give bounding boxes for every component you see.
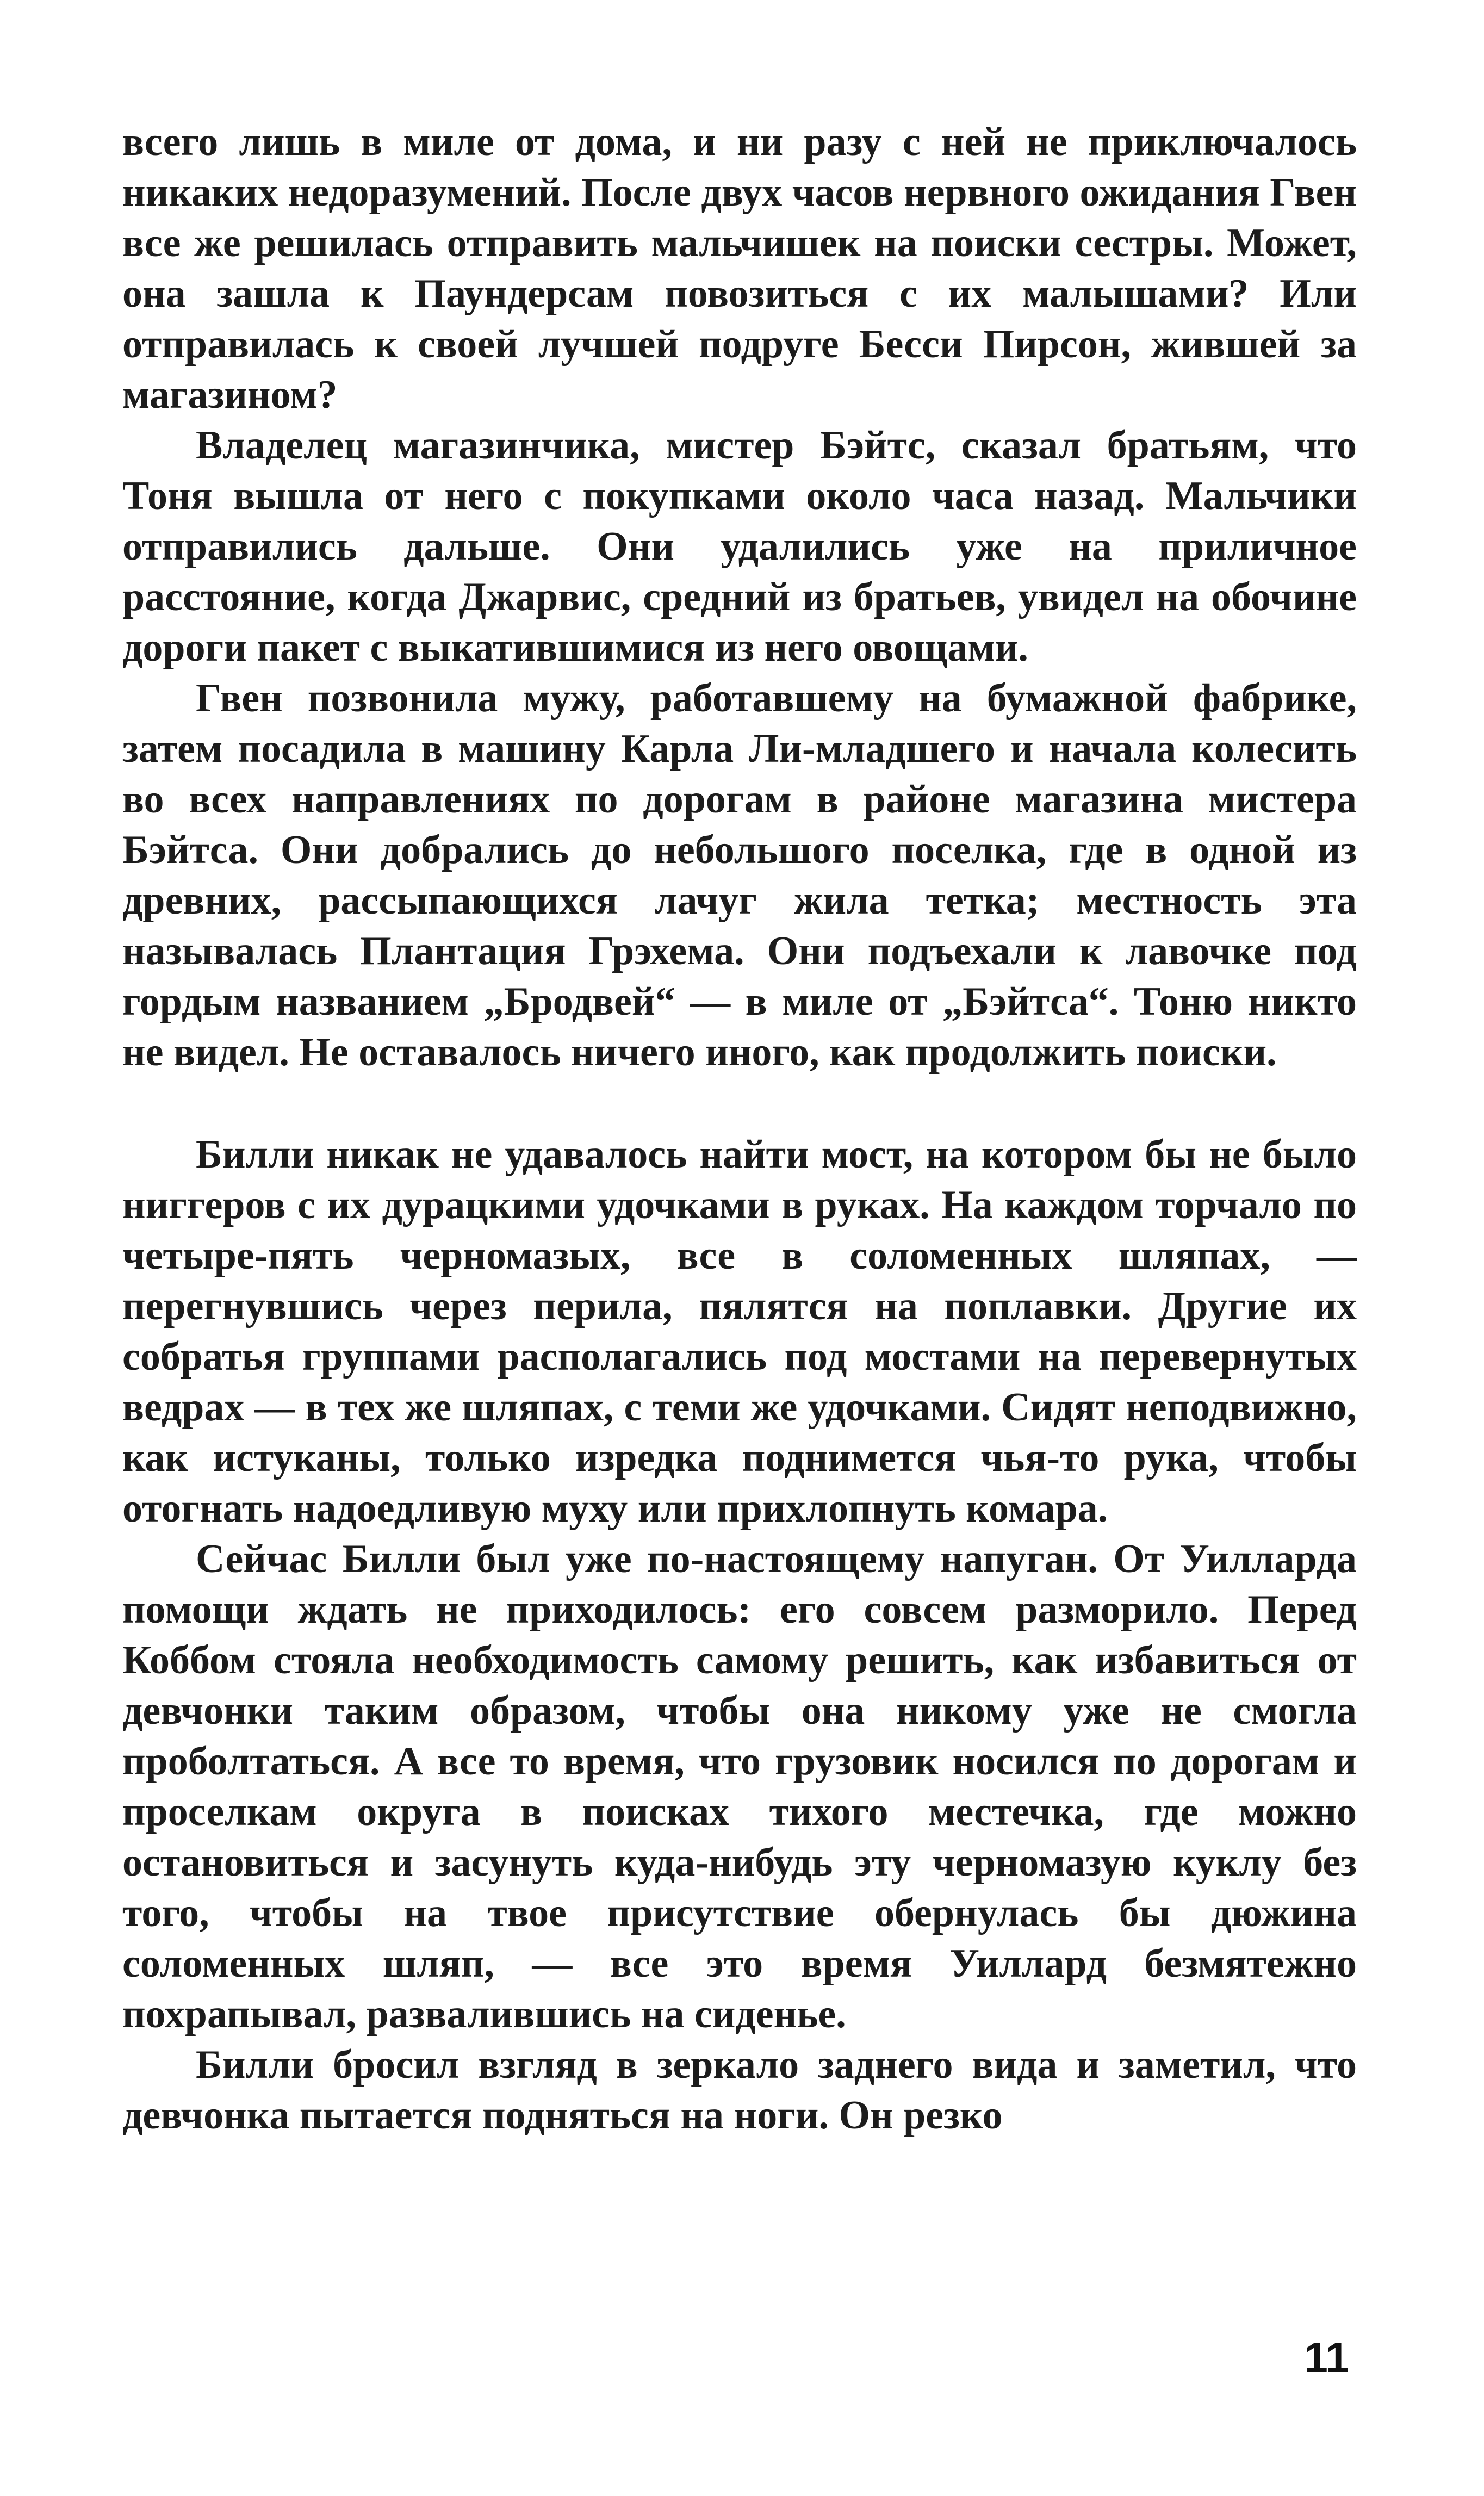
paragraph-1: всего лишь в миле от дома, и ни разу с ней не приключалось никаких недоразумений. После двух часов нервного ожидания Гвен все же решилась отправить мальчишек на поиски сестры. Может, она зашла к Паундерсам повозиться с их малышами? Или отправилась к своей лучшей подруге Бесси Пирсон, жившей за магазином? <box>122 120 1357 417</box>
page-number: 11 <box>1304 2333 1349 2381</box>
section-break <box>122 1078 1357 1129</box>
book-page-text <box>122 117 1357 2141</box>
paragraph-5: Сейчас Билли был уже по-настоящему напуган. От Уилларда помощи ждать не приходилось: его совсем разморило. Перед Коббом стояла необходимость самому решить, как избавиться от девчонки таким образом, чтобы она никому уже не смогла проболтаться. А все то время, что грузовик носился по дорогам и проселкам округа в поисках тихого местечка, где можно остановиться и засунуть куда-нибудь эту черномазую куклу без того, чтобы на твое присутствие обернулась бы дюжина соломенных шляп, — все это время Уиллард безмятежно похрапывал, развалившись на сиденье. <box>122 1537 1357 2036</box>
paragraph-4: Билли никак не удавалось найти мост, на котором бы не было ниггеров с их дурацкими удочками в руках. На каждом торчало по четыре-пять черномазых, все в соломенных шляпах, — перегнувшись через перила, пялятся на поплавки. Другие их собратья группами располагались под мостами на перевернутых ведрах — в тех же шляпах, с теми же удочками. Сидят неподвижно, как истуканы, только изредка поднимется чья-то рука, чтобы отогнать надоедливую муху или прихлопнуть комара. <box>122 1132 1357 1531</box>
paragraph-2: Владелец магазинчика, мистер Бэйтс, сказал братьям, что Тоня вышла от него с покупками около часа назад. Мальчики отправились дальше. Они удалились уже на приличное расстояние, когда Джарвис, средний из братьев, увидел на обочине дороги пакет с выкатившимися из него овощами. <box>122 423 1357 670</box>
paragraph-6: Билли бросил взгляд в зеркало заднего вида и заметил, что девчонка пытается подняться на ноги. Он резко <box>122 2042 1357 2138</box>
paragraph-3: Гвен позвонила мужу, работавшему на бумажной фабрике, затем посадила в машину Карла Ли-младшего и начала колесить во всех направлениях по дорогам в районе магазина мистера Бэйтса. Они добрались до небольшого поселка, где в одной из древних, рассыпающихся лачуг жила тетка; местность эта называлась Плантация Грэхема. Они подъехали к лавочке под гордым названием „Бродвей“ — в миле от „Бэйтса“. Тоню никто не видел. Не оставалось ничего иного, как продолжить поиски. <box>122 676 1357 1075</box>
